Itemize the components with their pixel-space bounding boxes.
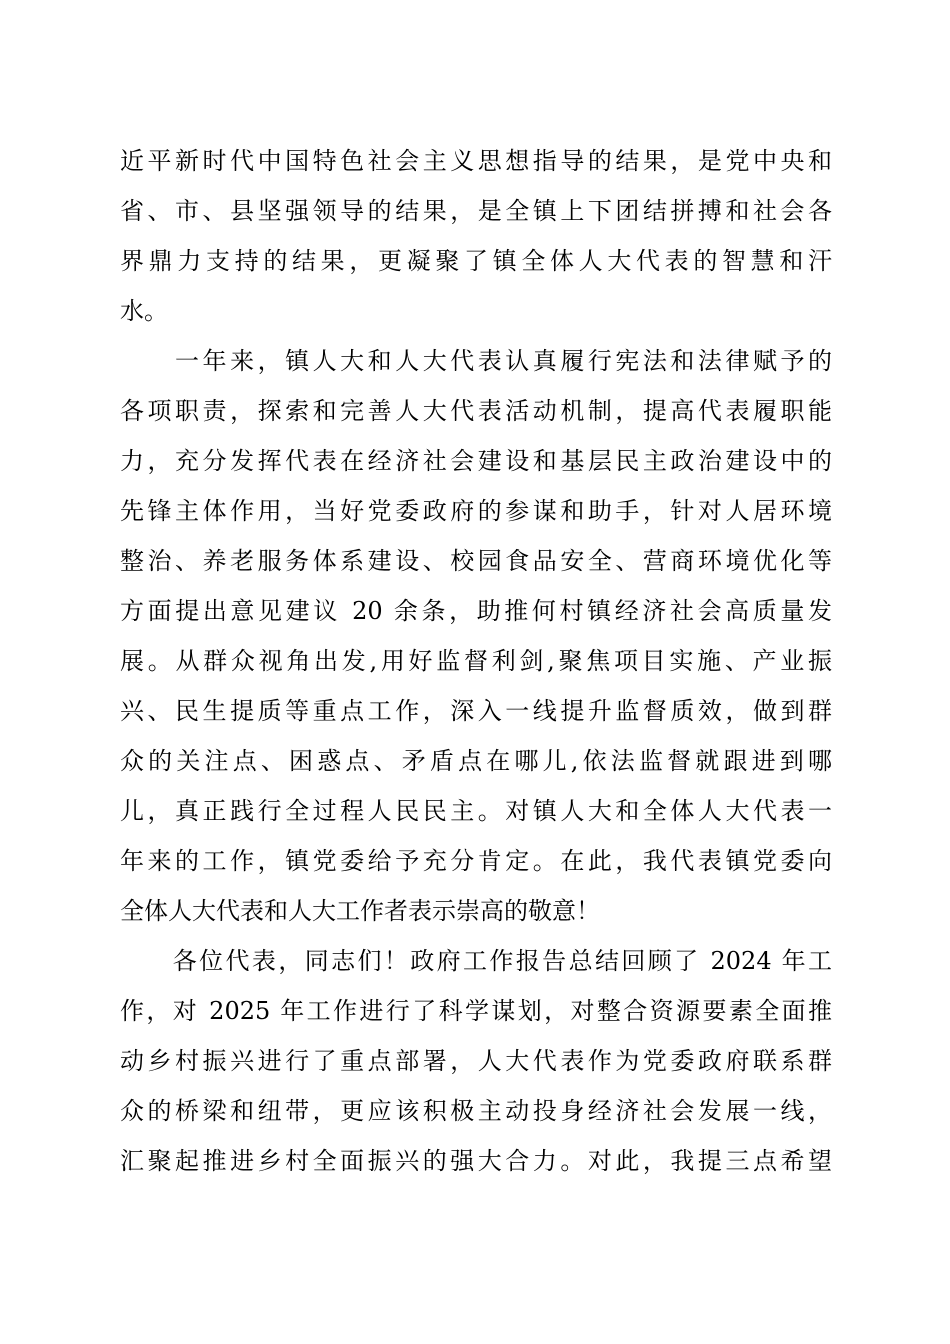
text-line-4: 水。 (120, 297, 168, 325)
text-line-13: 众的关注点、困惑点、矛盾点在哪儿,依法监督就跟进到哪 (120, 747, 832, 775)
text-line-14: 儿，真正践行全过程人民民主。对镇人大和全体人大代表一 (120, 797, 832, 825)
body-text (120, 136, 832, 1186)
text-line-17: 各位代表，同志们！政府工作报告总结回顾了 2024 年工 (120, 947, 832, 975)
text-line-12: 兴、民生提质等重点工作，深入一线提升监督质效，做到群 (120, 697, 832, 725)
text-line-2: 省、市、县坚强领导的结果，是全镇上下团结拼搏和社会各 (120, 197, 832, 225)
text-line-15: 年来的工作，镇党委给予充分肯定。在此，我代表镇党委向 (120, 847, 832, 875)
text-line-20: 众的桥梁和纽带，更应该积极主动投身经济社会发展一线， (120, 1097, 832, 1125)
text-line-16: 全体人大代表和人大工作者表示崇高的敬意！ (120, 897, 600, 925)
text-line-8: 先锋主体作用，当好党委政府的参谋和助手，针对人居环境 (120, 497, 832, 525)
text-line-9: 整治、养老服务体系建设、校园食品安全、营商环境优化等 (120, 547, 832, 575)
text-line-5: 一年来，镇人大和人大代表认真履行宪法和法律赋予的 (120, 347, 832, 375)
text-line-1: 近平新时代中国特色社会主义思想指导的结果，是党中央和 (120, 147, 832, 175)
text-line-6: 各项职责，探索和完善人大代表活动机制，提高代表履职能 (120, 397, 832, 425)
text-line-11: 展。从群众视角出发,用好监督利剑,聚焦项目实施、产业振 (120, 647, 832, 675)
text-line-18: 作，对 2025 年工作进行了科学谋划，对整合资源要素全面推 (120, 997, 832, 1025)
text-line-19: 动乡村振兴进行了重点部署，人大代表作为党委政府联系群 (120, 1047, 832, 1075)
text-line-3: 界鼎力支持的结果，更凝聚了镇全体人大代表的智慧和汗 (120, 247, 832, 275)
text-line-21: 汇聚起推进乡村全面振兴的强大合力。对此，我提三点希望 (120, 1147, 832, 1175)
text-line-7: 力，充分发挥代表在经济社会建设和基层民主政治建设中的 (120, 447, 832, 475)
text-line-10: 方面提出意见建议 20 余条，助推何村镇经济社会高质量发 (120, 597, 832, 625)
